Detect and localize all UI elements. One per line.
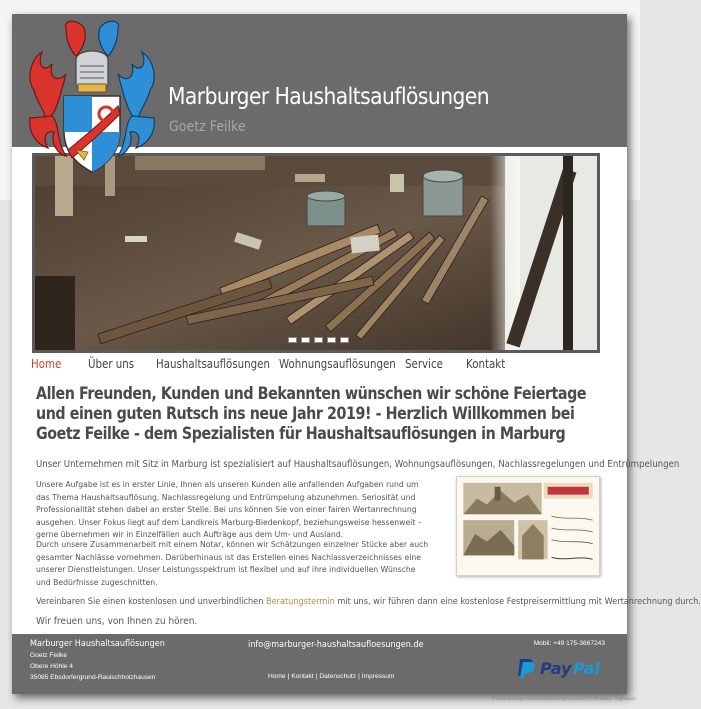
footer-street: Obere Höhle 4	[30, 663, 73, 670]
footer-company-name: Marburger Haushaltsauflösungen	[30, 639, 165, 649]
slider-dot[interactable]	[301, 337, 310, 343]
nav-item-service[interactable]: Service	[405, 356, 443, 371]
nav-item-wohnungsaufloesungen[interactable]: Wohnungsauflösungen	[279, 356, 396, 371]
footer-link-datenschutz[interactable]: Datenschutz	[319, 673, 357, 680]
footer-link-impressum[interactable]: Impressum	[361, 673, 395, 680]
site-footer	[12, 634, 627, 694]
intro-text: Unser Unternehmen mit Sitz in Marburg ist spezialisiert auf Haushaltsauflösungen, Wohnungsauflösungen, Nachlassregelungen und Entrümpelungen	[36, 459, 680, 470]
slider-dot[interactable]	[340, 337, 349, 343]
footer-link-home[interactable]: Home	[268, 673, 286, 680]
slider-dot[interactable]	[288, 337, 297, 343]
footer-email-link[interactable]: info@marburger-haushaltsaufloesungen.de	[248, 640, 424, 650]
footer-links: Home | Kontakt | Datenschutz | Impressum	[268, 673, 395, 680]
nav-item-ueber-uns[interactable]: Über uns	[88, 356, 135, 371]
footer-city: 35085 Ebsdorfergrund-Rauischholzhausen	[30, 674, 156, 681]
slider-dot[interactable]	[314, 337, 323, 343]
paragraph-notary: Durch unsere Zusammenarbeit mit einem Notar, können wir Schätzungen einzelner Stücke aber auch gesamter Nachlässe vornehmen. Darüberhinaus ist das Erstellen eines Nachlassverzeichnisses eine unserer Dienstleistungen. Unser Leistungsspektrum ist flexibel und auf ihre individuellen Wünsche und Bedürfnisse zugeschnitten.	[36, 539, 429, 587]
slider-dot[interactable]	[327, 337, 336, 343]
site-title[interactable]: Marburger Haushaltsauflösungen	[168, 84, 490, 110]
closing-text: Wir freuen uns, von Ihnen zu hören.	[36, 616, 198, 627]
nav-item-home[interactable]: Home	[31, 356, 62, 371]
main-content	[36, 384, 701, 627]
paragraph-appointment: Vereinbaren Sie einen kostenlosen und unverbindlichen Beratungstermin mit uns, wir führen dann eine kostenlose Festpreisermittlung mit Wertanrechnung durch.	[36, 597, 701, 607]
svg-text:Pal: Pal	[573, 659, 600, 678]
svg-text:Pay: Pay	[540, 659, 572, 678]
paypal-logo[interactable]	[516, 656, 606, 680]
footer-person: Goetz Feilke	[30, 652, 68, 659]
site-subtitle: Goetz Feilke	[169, 119, 246, 135]
nav-item-kontakt[interactable]: Kontakt	[466, 356, 506, 371]
main-navigation	[31, 354, 601, 374]
footer-phone: Mobil: +49 175-3667243	[533, 640, 605, 647]
footer-link-kontakt[interactable]: Kontakt	[291, 673, 314, 680]
page-headline: Allen Freunden, Kunden und Bekannten wünschen wir schöne Feiertage und einen guten Rutsch ins neue Jahr 2019! - Herzlich Willkommen bei Goetz Feilke - dem Spezialisten für Haushaltsauflösungen in Marburg	[36, 384, 587, 443]
nav-item-haushaltsaufloesungen[interactable]: Haushaltsauflösungen	[156, 356, 270, 371]
paragraph-tasks: Unsere Aufgabe ist es in erster Linie, Ihnen als unseren Kunden alle anfallenden Aufgaben rund um das Thema Haushaltsauflösung, Nachlassregelung und Entrümpelung abzunehmen. Seriosität und Professionalität stehen dabei an erster Stelle. Bei uns können Sie von einer fairen Wertanrechnung ausgehen. Unser Fokus liegt auf dem Landkreis Marburg-Biedenkopf, beziehungsweise hessenweit – gerne übernehmen wir in Einzelfällen auch Aufträge aus dem Um- und Ausland.	[36, 479, 422, 539]
slider-pagination	[288, 337, 349, 343]
site-page	[12, 14, 701, 694]
historic-postcard-image	[456, 476, 600, 576]
coat-of-arms-logo[interactable]	[26, 20, 158, 192]
copyright-notice: © 2019 Marburger Haushaltsauflösungen powered by DR-Media · Impressum	[492, 696, 636, 701]
appointment-link[interactable]: Beratungstermin	[265, 597, 335, 607]
